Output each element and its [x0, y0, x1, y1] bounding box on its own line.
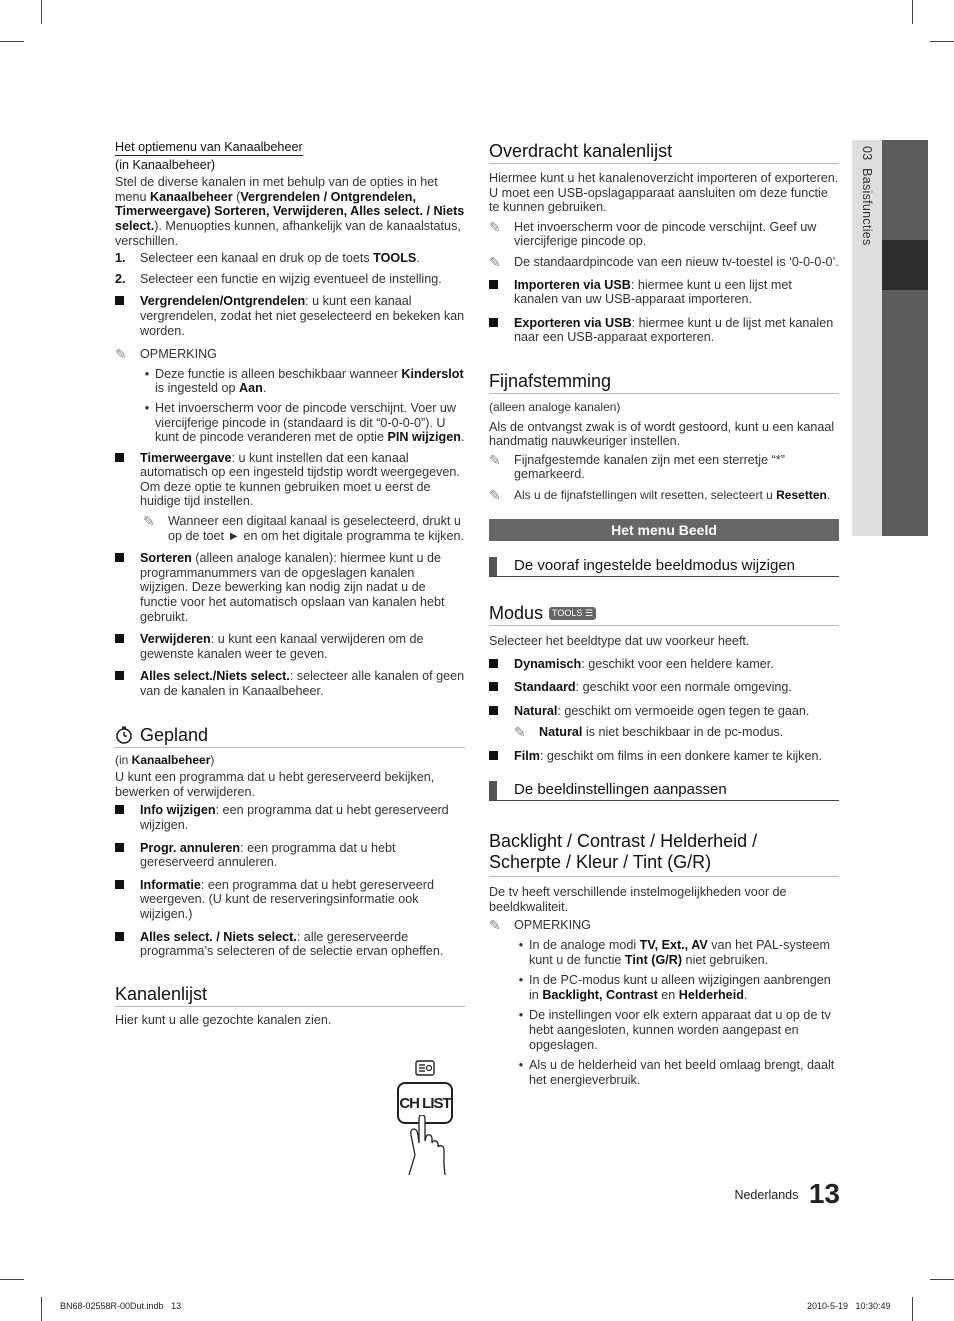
- crop-mark: [930, 1279, 954, 1280]
- crop-mark: [912, 0, 913, 24]
- list-item: Film: geschikt om films in een donkere kamer te kijken.: [489, 749, 839, 764]
- sidebar-active-tab: [882, 240, 928, 290]
- chapter-label: Basisfuncties: [860, 168, 874, 246]
- list-item: Natural: geschikt om vermoeide ogen tegen te gaan.: [489, 704, 839, 719]
- bullet-item: • Als u de helderheid van het beeld omlaag brengt, daalt het energieverbruik.: [518, 1058, 835, 1087]
- note-item: ✎ Fijnafgestemde kanalen zijn met een sterretje “*” gemarkeerd.: [489, 451, 785, 482]
- crop-mark: [912, 1297, 913, 1321]
- section-title-fijnafstemming: Fijnafstemming: [489, 370, 839, 394]
- list-item: Dynamisch: geschikt voor een heldere kamer.: [489, 657, 839, 672]
- crop-mark: [41, 1297, 42, 1321]
- crop-mark: [0, 41, 24, 42]
- modus-intro: Selecteer het beeldtype dat uw voorkeur heeft.: [489, 634, 750, 649]
- bullet-item: • Deze functie is alleen beschikbaar wanneer Kinderslot is ingesteld op Aan.: [144, 366, 464, 396]
- page-number: 13: [808, 1178, 840, 1209]
- pencil-icon: ✎: [489, 917, 501, 934]
- step-2: 2. Selecteer een functie en wijzig eventueel de instelling.: [115, 271, 442, 286]
- crop-mark: [0, 1279, 24, 1280]
- pencil-icon: ✎: [514, 724, 526, 741]
- list-item: Info wijzigen: een programma dat u hebt gereserveerd wijzigen.: [115, 803, 465, 832]
- pencil-icon: ✎: [489, 486, 501, 503]
- timer-note: ✎ Wanneer een digitaal kanaal is geselecteerd, drukt u op de toet ► en om het digitale programma te kijken.: [143, 513, 464, 543]
- list-item-alles-select: Alles select./Niets select.: selecteer alle kanalen of geen van de kanalen in Kanaalbeheer.: [115, 669, 465, 698]
- pencil-icon: ✎: [489, 451, 501, 468]
- hand-pointer-icon: [401, 1115, 461, 1175]
- section-title-modus: Modus TOOLS ☰: [489, 602, 839, 626]
- remote-icon: [415, 1060, 435, 1076]
- crop-mark: [930, 41, 954, 42]
- list-item-vergrendelen: Vergrendelen/Ontgrendelen: u kunt een kanaal vergrendelen, zodat het niet geselecteerd en bekeken kan worden.: [115, 294, 465, 338]
- list-item: Exporteren via USB: hiermee kunt u de lijst met kanalen naar een USB-apparaat exporteren.: [489, 316, 839, 345]
- right-column: [489, 140, 839, 1087]
- ch-list-remote-illustration: [393, 1060, 463, 1175]
- pencil-icon: ✎: [489, 253, 501, 270]
- list-item: Progr. annuleren: een programma dat u hebt gereserveerd annuleren.: [115, 841, 465, 870]
- tools-icon: ☰: [584, 608, 593, 619]
- section-title-kanalenlijst: Kanalenlijst: [115, 983, 465, 1007]
- pencil-icon: ✎: [143, 513, 155, 530]
- subsection-heading-2: (in Kanaalbeheer): [115, 157, 216, 172]
- note-item: ✎ Als u de fijnafstellingen wilt resetten, selecteert u Resetten.: [489, 486, 831, 503]
- note-item: ✎ Natural is niet beschikbaar in de pc-modus.: [514, 724, 784, 741]
- section-banner: Het menu Beeld: [489, 519, 839, 541]
- clock-icon: [115, 726, 133, 744]
- chapter-number: 03: [860, 146, 874, 161]
- list-item: Informatie: een programma dat u hebt gereserveerd weergeven. (U kunt de reserveringsinformatie ook wijzigen.): [115, 878, 465, 922]
- bullet-item: • De instellingen voor elk extern apparaat dat u op de tv hebt aangesloten, kunnen worden aangepast en opgeslagen.: [518, 1008, 831, 1052]
- gepland-intro: U kunt een programma dat u hebt gereserveerd bekijken, bewerken of verwijderen.: [115, 770, 435, 799]
- print-date-info: 2010-5-19 10:30:49: [807, 1301, 891, 1311]
- left-column: [115, 140, 465, 1027]
- page-language: Nederlands: [734, 1188, 799, 1202]
- note-item: ✎ Het invoerscherm voor de pincode verschijnt. Geef uw viercijferige pincode op.: [489, 218, 817, 249]
- pencil-icon: ✎: [115, 346, 127, 363]
- opmerking-label: ✎ OPMERKING: [489, 917, 591, 934]
- overdracht-intro: Hiermee kunt u het kanalenoverzicht importeren of exporteren. U moet een USB-opslagapparaat aansluiten om deze functie te kunnen gebruiken.: [489, 171, 839, 215]
- intro-text: Stel de diverse kanalen in met behulp van de opties in het menu Kanaalbeheer (Vergrendelen / Ontgrendelen, Timerweergave) Sorteren, Verwijderen, Alles select. / Niets select.). Menuopties kunnen, afhankelijk van de kanaalstatus, verschillen.: [115, 175, 465, 248]
- sidebar-strip: [882, 140, 928, 536]
- print-file-info: BN68-02558R-00Dut.indb 13: [60, 1301, 182, 1311]
- list-item-sorteren: Sorteren (alleen analoge kanalen): hiermee kunt u de programmanummers van de opgeslagen kanalen wijzigen. Deze bewerking kan nodig zijn nadat u de functie voor het automatisch opslaan van kanalen hebt gebruikt.: [115, 551, 465, 624]
- list-item: Standaard: geschikt voor een normale omgeving.: [489, 680, 839, 695]
- opmerking-label: ✎ OPMERKING: [115, 346, 217, 363]
- page-footer: [700, 1178, 840, 1210]
- section-title-overdracht: Overdracht kanalenlijst: [489, 140, 839, 164]
- pencil-icon: ✎: [489, 218, 501, 235]
- subsection-bar: De vooraf ingestelde beeldmodus wijzigen: [489, 557, 839, 578]
- list-item-verwijderen: Verwijderen: u kunt een kanaal verwijderen om de gewenste kanalen weer te geven.: [115, 632, 465, 661]
- section-title-gepland: Gepland: [115, 724, 465, 748]
- section-title-backlight: Backlight / Contrast / Helderheid / Scherpte / Kleur / Tint (G/R): [489, 831, 839, 877]
- sidebar-chapter: [860, 146, 874, 246]
- ch-list-label: CH LIST: [399, 1094, 451, 1112]
- note-item: ✎ De standaardpincode van een nieuw tv-toestel is ‘0-0-0-0’.: [489, 253, 839, 270]
- fijnafstemming-intro: Als de ontvangst zwak is of wordt gestoord, kunt u een kanaal handmatig nauwkeuriger instellen.: [489, 419, 835, 449]
- bullet-item: • In de PC-modus kunt u alleen wijzigingen aanbrengen in Backlight, Contrast en Helderheid.: [518, 973, 831, 1002]
- bullet-item: • Het invoerscherm voor de pincode verschijnt. Voer uw viercijferige pincode in (standaard is dit “0-0-0-0”). U kunt de pincode veranderen met de optie PIN wijzigen.: [144, 400, 465, 445]
- list-item: Importeren via USB: hiermee kunt u een lijst met kanalen van uw USB-apparaat importeren.: [489, 278, 839, 307]
- subsection-heading: Het optiemenu van Kanaalbeheer: [115, 140, 303, 154]
- gepland-context: (in Kanaalbeheer): [115, 752, 215, 767]
- kanalenlijst-text: Hier kunt u alle gezochte kanalen zien.: [115, 1012, 332, 1027]
- step-1: 1. Selecteer een kanaal en druk op de toets TOOLS.: [115, 251, 420, 266]
- fijnafstemming-sub: (alleen analoge kanalen): [489, 399, 621, 414]
- tools-badge: TOOLS ☰: [549, 607, 596, 620]
- subsection-bar: De beeldinstellingen aanpassen: [489, 781, 839, 802]
- bullet-item: • In de analoge modi TV, Ext., AV van het PAL-systeem kunt u de functie Tint (G/R) niet gebruiken.: [518, 938, 831, 967]
- list-item: Alles select. / Niets select.: alle gereserveerde programma’s selecteren of de selectie ervan opheffen.: [115, 930, 465, 959]
- crop-mark: [41, 0, 42, 24]
- list-item-timerweergave: Timerweergave: u kunt instellen dat een kanaal automatisch op een ingesteld tijdstip wordt weergegeven. Om deze optie te kunnen gebruiken moet u eerst de huidige tijd instellen.: [115, 451, 465, 509]
- backlight-intro: De tv heeft verschillende instelmogelijkheden voor de beeldkwaliteit.: [489, 885, 787, 914]
